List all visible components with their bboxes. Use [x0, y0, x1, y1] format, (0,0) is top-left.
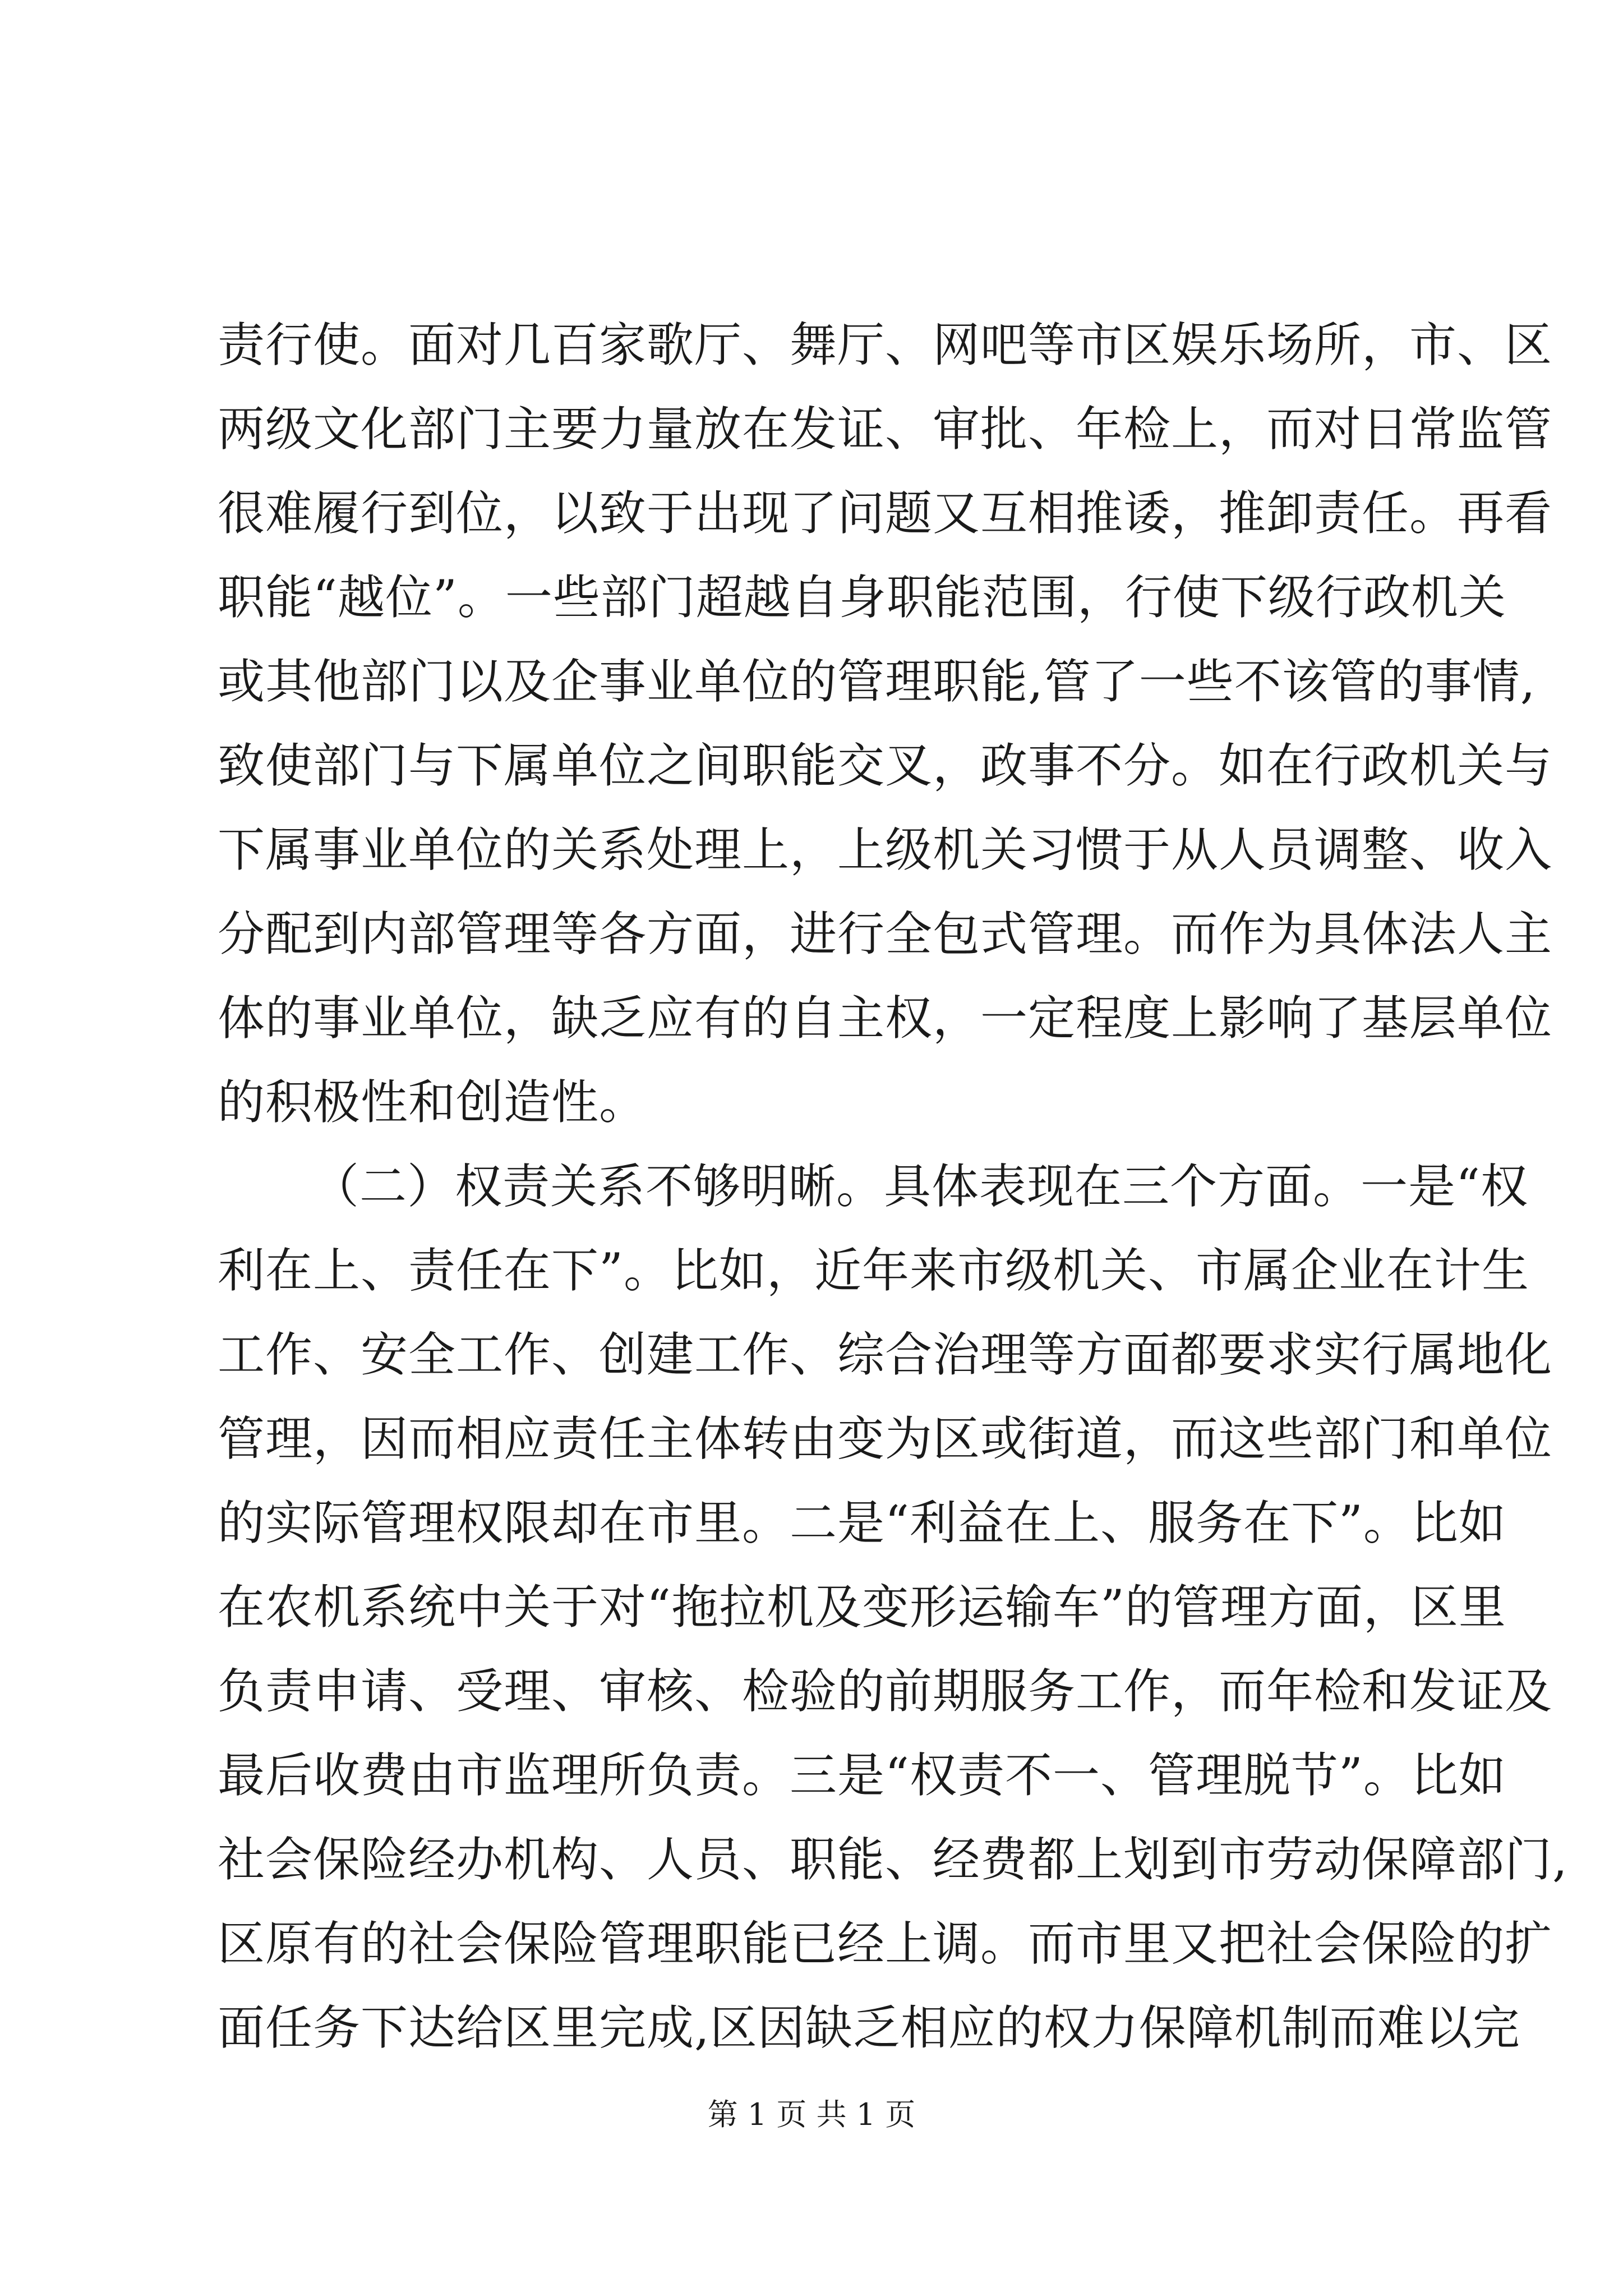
text-line: 两级文化部门主要力量放在发证、审批、年检上，而对日常监管	[218, 402, 1553, 457]
paragraph-start-line: （二）权责关系不够明晰。具体表现在三个方面。一是“权	[312, 1159, 1528, 1214]
text-line: 面任务下达给区里完成,区因缺乏相应的权力保障机制而难以完	[218, 2000, 1520, 2055]
text-line: 的实际管理权限却在市里。二是“利益在上、服务在下”。比如	[218, 1496, 1506, 1550]
text-line: 职能“越位”。一些部门超越自身职能范围，行使下级行政机关	[218, 570, 1506, 625]
text-line: 区原有的社会保险管理职能已经上调。而市里又把社会保险的扩	[218, 1916, 1553, 1971]
text-line: 或其他部门以及企事业单位的管理职能,管了一些不该管的事情,	[218, 654, 1536, 709]
page-footer	[0, 2095, 1623, 2134]
page-number-label: 第 1 页 共 1 页	[707, 2097, 916, 2132]
text-line: 利在上、责任在下”。比如，近年来市级机关、市属企业在计生	[218, 1243, 1529, 1298]
text-line: 在农机系统中关于对“拖拉机及变形运输车”的管理方面，区里	[218, 1580, 1506, 1635]
text-line: 致使部门与下属单位之间职能交叉，政事不分。如在行政机关与	[218, 738, 1553, 793]
text-line: 体的事业单位，缺乏应有的自主权，一定程度上影响了基层单位	[218, 991, 1553, 1046]
text-line: 责行使。面对几百家歌厅、舞厅、网吧等市区娱乐场所，市、区	[218, 318, 1553, 372]
document-body	[218, 303, 1568, 2070]
text-line: 的积极性和创造性。	[218, 1075, 647, 1130]
text-line: 很难履行到位，以致于出现了问题又互相推诿，推卸责任。再看	[218, 486, 1553, 541]
text-line: 工作、安全工作、创建工作、综合治理等方面都要求实行属地化	[218, 1327, 1553, 1382]
text-line: 负责申请、受理、审核、检验的前期服务工作，而年检和发证及	[218, 1664, 1553, 1719]
text-line: 下属事业单位的关系处理上，上级机关习惯于从人员调整、收入	[218, 822, 1553, 877]
text-line: 最后收费由市监理所负责。三是“权责不一、管理脱节”。比如	[218, 1748, 1506, 1803]
text-line: 管理，因而相应责任主体转由变为区或街道，而这些部门和单位	[218, 1411, 1553, 1466]
text-line: 分配到内部管理等各方面，进行全包式管理。而作为具体法人主	[218, 907, 1553, 961]
text-line: 社会保险经办机构、人员、职能、经费都上划到市劳动保障部门,	[218, 1832, 1568, 1887]
